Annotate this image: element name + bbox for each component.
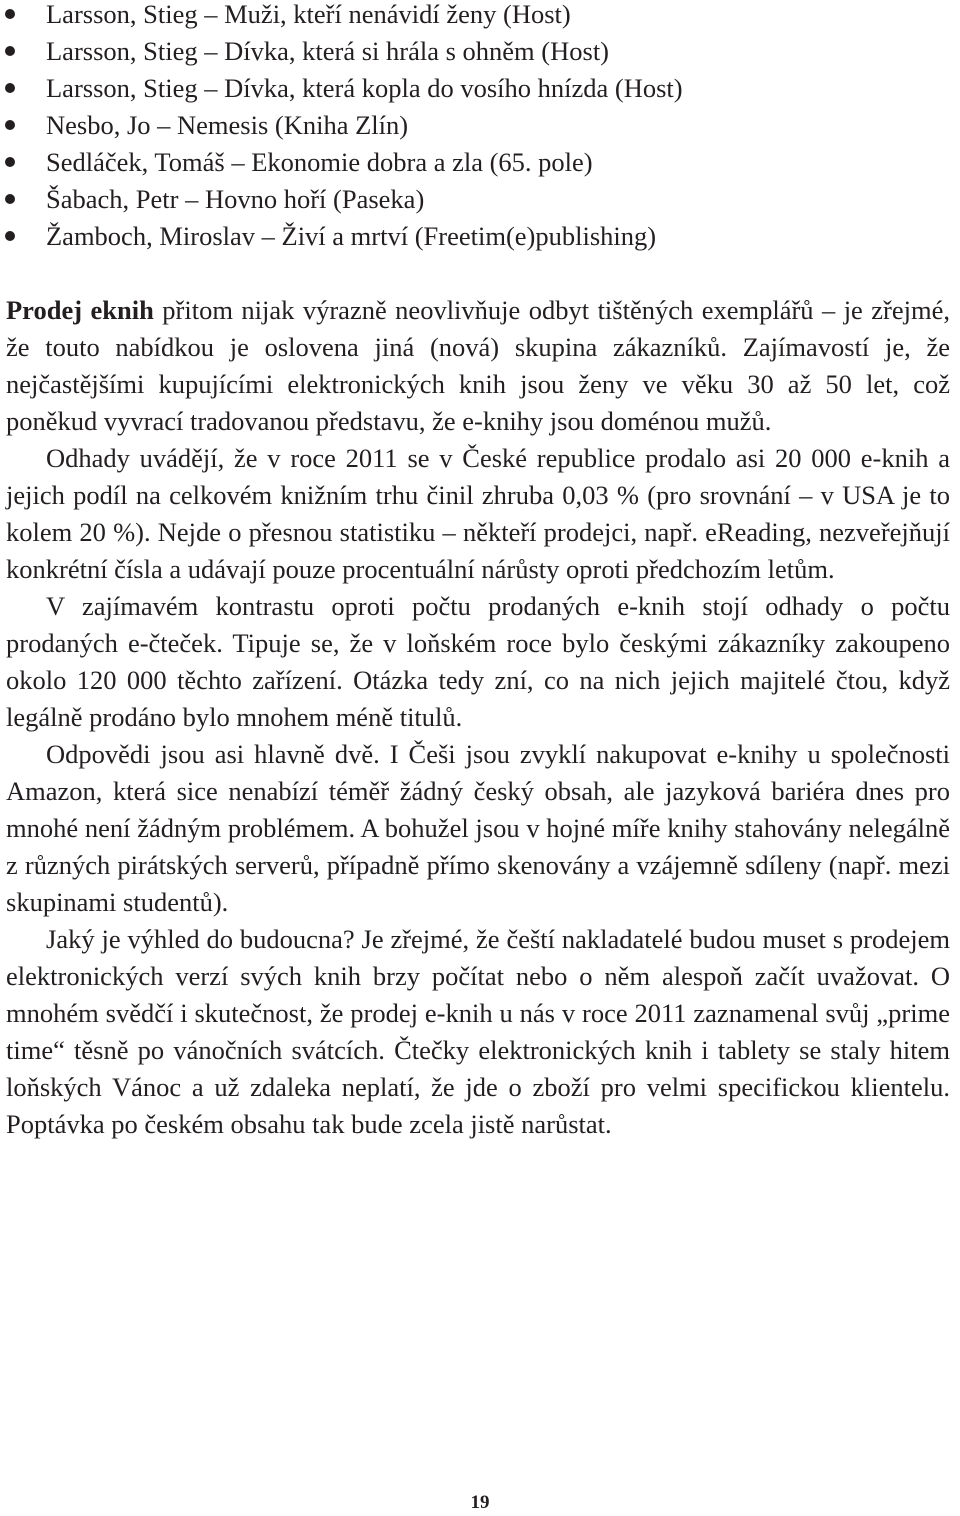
bullet-icon xyxy=(5,83,15,93)
bullet-icon xyxy=(5,157,15,167)
bullet-icon xyxy=(5,46,15,56)
list-item-text: Sedláček, Tomáš – Ekonomie dobra a zla (65. pole) xyxy=(46,147,593,177)
list-item-text: Larsson, Stieg – Muži, kteří nenávidí ženy (Host) xyxy=(46,0,571,29)
article-body xyxy=(6,292,950,1143)
list-item xyxy=(0,74,950,111)
paragraph-ereaders: V zajímavém kontrastu oproti počtu prodaných e-knih stojí odhady o počtu prodaných e-čteček. Tipuje se, že v loňském roce bylo českými zákazníky zakoupeno okolo 120 000 těchto zařízení. Otázka tedy zní, co na nich jejich majitelé čtou, když legálně prodáno bylo mnohem méně titulů. xyxy=(6,591,950,732)
list-item xyxy=(0,111,950,148)
paragraph-text: přitom nijak výrazně neovlivňuje odbyt tištěných exemplářů – je zřejmé, že touto nabídkou je oslovena jiná (nová) skupina zákazníků. Zajímavostí je, že nejčastějšími kupujícími elektronických knih jsou ženy ve věku 30 až 50 let, což poněkud vyvrací tradovanou představu, že e-knihy jsou doménou mužů. xyxy=(6,295,950,436)
paragraph-ebook-sales xyxy=(6,292,950,440)
paragraph-outlook: Jaký je výhled do budoucna? Je zřejmé, že čeští nakladatelé budou muset s prodejem elektronických verzí svých knih brzy počítat nebo o něm alespoň začít uvažovat. O mnohém svědčí i skutečnost, že prodej e-knih u nás v roce 2011 zaznamenal svůj „prime time“ těsně po vánočních svátcích. Čtečky elektronických knih i tablety se staly hitem loňských Vánoc a už zdaleka neplatí, že jde o zboží pro velmi specifickou klientelu. Poptávka po českém obsahu tak bude zcela jistě narůstat. xyxy=(6,924,950,1139)
bestseller-list xyxy=(0,0,950,259)
list-item-text: Larsson, Stieg – Dívka, která si hrála s ohněm (Host) xyxy=(46,36,610,66)
list-item-text: Larsson, Stieg – Dívka, která kopla do vosího hnízda (Host) xyxy=(46,73,683,103)
bullet-icon xyxy=(5,120,15,130)
list-item xyxy=(0,148,950,185)
list-item xyxy=(0,0,950,37)
list-item-text: Šabach, Petr – Hovno hoří (Paseka) xyxy=(46,184,425,214)
paragraph-lead: Prodej eknih xyxy=(6,295,154,325)
bullet-icon xyxy=(5,231,15,241)
list-item xyxy=(0,37,950,74)
paragraph-estimates: Odhady uvádějí, že v roce 2011 se v České republice prodalo asi 20 000 e-knih a jejich podíl na celkovém knižním trhu činil zhruba 0,03 % (pro srovnání – v USA je to kolem 20 %). Nejde o přesnou statistiku – někteří prodejci, např. eReading, nezveřejňují konkrétní čísla a udávají pouze procentuální nárůsty oproti předchozím letům. xyxy=(6,443,950,584)
bullet-icon xyxy=(5,9,15,19)
bullet-icon xyxy=(5,194,15,204)
list-item-text: Nesbo, Jo – Nemesis (Kniha Zlín) xyxy=(46,110,409,140)
page-number: 19 xyxy=(470,1492,490,1513)
list-item xyxy=(0,222,950,259)
list-item-text: Žamboch, Miroslav – Živí a mrtví (Freetim(e)publishing) xyxy=(46,221,657,251)
list-item xyxy=(0,185,950,222)
paragraph-answers: Odpovědi jsou asi hlavně dvě. I Češi jsou zvyklí nakupovat e-knihy u společnosti Amazon, která sice nenabízí téměř žádný český obsah, ale jazyková bariéra dnes pro mnohé není žádným problémem. A bohužel jsou v hojné míře knihy stahovány nelegálně z různých pirátských serverů, případně přímo skenovány a vzájemně sdíleny (např. mezi skupinami studentů). xyxy=(6,739,950,917)
